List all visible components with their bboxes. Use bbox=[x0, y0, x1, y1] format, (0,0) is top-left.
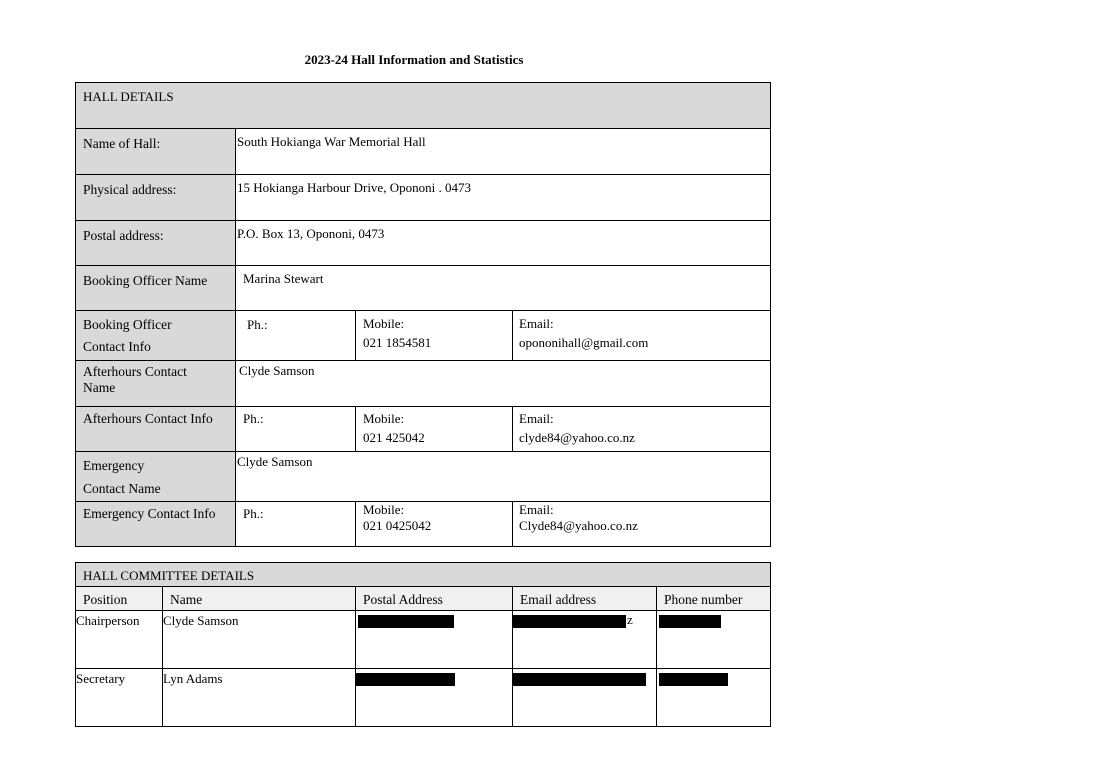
table-row-postal-address bbox=[355, 610, 513, 669]
name-of-hall-value: South Hokianga War Memorial Hall bbox=[235, 128, 771, 175]
booking-contact-label-line2: Contact Info bbox=[83, 339, 151, 354]
postal-address-label: Postal address: bbox=[75, 220, 236, 266]
col-header-position: Position bbox=[75, 586, 163, 611]
redaction-bar bbox=[356, 673, 455, 686]
booking-mobile-cell bbox=[355, 310, 513, 361]
emergency-phone-cell bbox=[235, 501, 356, 547]
name-of-hall-label: Name of Hall: bbox=[75, 128, 236, 175]
emergency-email-label: Email: bbox=[519, 502, 554, 517]
booking-email-value: opononihall@gmail.com bbox=[519, 335, 649, 350]
afterhours-phone-cell bbox=[235, 406, 356, 452]
committee-header bbox=[75, 562, 771, 587]
emergency-phone-label: Ph.: bbox=[243, 506, 264, 521]
booking-officer-name-label: Booking Officer Name bbox=[75, 265, 236, 311]
booking-officer-name-value: Marina Stewart bbox=[235, 265, 771, 311]
emergency-mobile-cell bbox=[355, 501, 513, 547]
table-row-postal-address bbox=[355, 668, 513, 727]
table-row-email-address bbox=[512, 610, 657, 669]
booking-contact-label-line1: Booking Officer bbox=[83, 317, 172, 332]
booking-email-cell bbox=[512, 310, 771, 361]
document-title: 2023-24 Hall Information and Statistics bbox=[304, 52, 524, 67]
redaction-bar bbox=[659, 615, 721, 628]
col-header-phone-number: Phone number bbox=[656, 586, 771, 611]
emergency-name-label-line2: Contact Name bbox=[83, 481, 161, 496]
emergency-info-label: Emergency Contact Info bbox=[75, 501, 236, 547]
afterhours-name-label-line1: Afterhours Contact bbox=[83, 364, 187, 379]
booking-email-label: Email: bbox=[519, 316, 554, 331]
emergency-name-value: Clyde Samson bbox=[235, 451, 771, 502]
afterhours-mobile-value: 021 425042 bbox=[363, 430, 425, 445]
email-trailing-char: z bbox=[627, 612, 633, 627]
emergency-mobile-label: Mobile: bbox=[363, 502, 405, 517]
physical-address-label: Physical address: bbox=[75, 174, 236, 221]
hall-details-label: HALL DETAILS bbox=[83, 89, 174, 104]
afterhours-info-label: Afterhours Contact Info bbox=[75, 406, 236, 452]
col-header-name: Name bbox=[162, 586, 356, 611]
afterhours-name-label bbox=[75, 360, 236, 407]
committee-label: HALL COMMITTEE DETAILS bbox=[83, 568, 255, 583]
afterhours-mobile-label: Mobile: bbox=[363, 411, 405, 426]
afterhours-email-label: Email: bbox=[519, 411, 554, 426]
table-row-phone-number bbox=[656, 668, 771, 727]
redaction-bar bbox=[513, 615, 626, 628]
afterhours-name-value: Clyde Samson bbox=[235, 360, 771, 407]
booking-contact-label bbox=[75, 310, 236, 361]
table-row-phone-number bbox=[656, 610, 771, 669]
physical-address-value: 15 Hokianga Harbour Drive, Opononi . 0473 bbox=[235, 174, 771, 221]
table-row-position: Chairperson bbox=[75, 610, 163, 669]
table-row-name: Clyde Samson bbox=[162, 610, 356, 669]
emergency-mobile-value: 021 0425042 bbox=[363, 518, 432, 533]
table-row-name: Lyn Adams bbox=[162, 668, 356, 727]
emergency-name-label bbox=[75, 451, 236, 502]
redaction-bar bbox=[358, 615, 454, 628]
booking-phone-label: Ph.: bbox=[247, 317, 268, 332]
emergency-email-cell bbox=[512, 501, 771, 547]
table-row-email-address bbox=[512, 668, 657, 727]
afterhours-email-value: clyde84@yahoo.co.nz bbox=[519, 430, 635, 445]
booking-phone-cell bbox=[235, 310, 356, 361]
col-header-email-address: Email address bbox=[512, 586, 657, 611]
postal-address-value: P.O. Box 13, Opononi, 0473 bbox=[235, 220, 771, 266]
afterhours-email-cell bbox=[512, 406, 771, 452]
afterhours-phone-label: Ph.: bbox=[243, 411, 264, 426]
hall-details-header bbox=[75, 82, 771, 129]
booking-mobile-value: 021 1854581 bbox=[363, 335, 432, 350]
table-row-position: Secretary bbox=[75, 668, 163, 727]
afterhours-name-label-line2: Name bbox=[83, 380, 116, 395]
redaction-bar bbox=[513, 673, 646, 686]
redaction-bar bbox=[659, 673, 728, 686]
col-header-postal-address: Postal Address bbox=[355, 586, 513, 611]
booking-mobile-label: Mobile: bbox=[363, 316, 405, 331]
emergency-name-label-line1: Emergency bbox=[83, 458, 145, 473]
emergency-email-value: Clyde84@yahoo.co.nz bbox=[519, 518, 638, 533]
afterhours-mobile-cell bbox=[355, 406, 513, 452]
